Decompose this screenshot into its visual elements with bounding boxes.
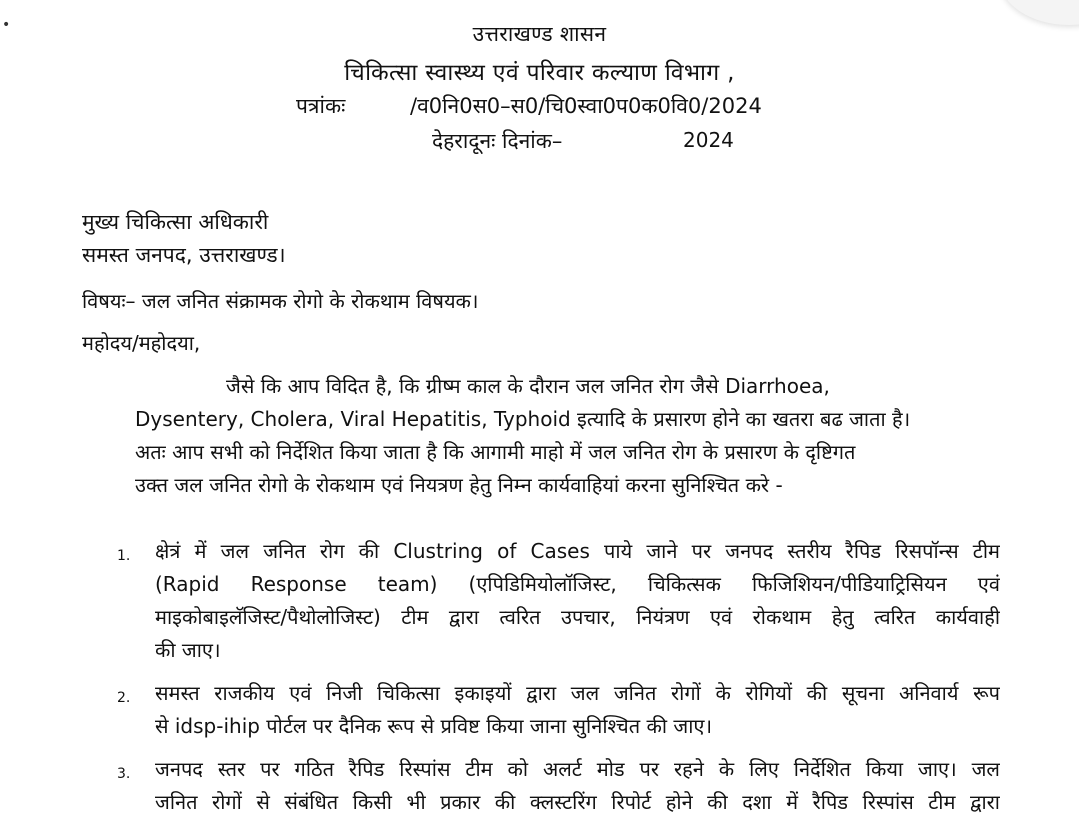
date-year: 2024 <box>683 128 734 152</box>
item-2-line-1: समस्त राजकीय एवं निजी चिकित्सा इकाइयों द्वारा जल जनित रोगों के रोगियों की सूचना अनिवार्य रूप <box>155 681 1000 705</box>
item-3-line-1: जनपद स्तर पर गठित रैपिड रिस्पांस टीम को अलर्ट मोड पर रहने के लिए निर्देशित किया जाए। जल <box>155 757 1000 781</box>
intro-line-1: जैसे कि आप विदित है, कि ग्रीष्म काल के दौरान जल जनित रोग जैसे Diarrhoea, <box>226 374 830 398</box>
department-heading: चिकित्सा स्वास्थ्य एवं परिवार कल्याण विभाग , <box>344 60 735 86</box>
addressee-line-1: मुख्य चिकित्सा अधिकारी <box>82 210 269 234</box>
reference-label: पत्रांकः <box>296 94 346 118</box>
government-heading: उत्तराखण्ड शासन <box>472 22 607 46</box>
item-1-line-3: माइकोबाइलॅजिस्ट/पैथोलोजिस्ट) टीम द्वारा त्वरित उपचार, नियंत्रण एवं रोकथाम हेतु त्वरित कार्यवाही <box>155 605 1000 629</box>
item-1-line-4: की जाए। <box>155 638 221 662</box>
item-2-line-2: से idsp-ihip पोर्टल पर दैनिक रूप से प्रविष्ट किया जाना सुनिश्चित की जाए। <box>155 714 713 738</box>
intro-line-3: अतः आप सभी को निर्देशित किया जाता है कि आगामी माहो में जल जनित रोग के प्रसारण के दृष्टिगत <box>135 440 856 464</box>
item-3-number: 3. <box>117 766 131 782</box>
reference-number: /व0नि0स0–स0/चि0स्वा0प0क0वि0/2024 <box>410 94 762 118</box>
intro-line-2: Dysentery, Cholera, Viral Hepatitis, Typhoid इत्यादि के प्रसारण होने का खतरा बढ जाता है। <box>135 407 911 431</box>
edge-mark: • <box>2 17 11 33</box>
date-label: देहरादूनः दिनांक– <box>432 129 563 153</box>
item-1-line-1: क्षेत्रं में जल जनित रोग की Clustring of Cases पाये जाने पर जनपद स्तरीय रैपिड रिसपॉन्स टीम <box>155 539 1000 563</box>
salutation: महोदय/महोदया, <box>82 331 201 355</box>
addressee-line-2: समस्त जनपद, उत्तराखण्ड। <box>82 243 286 267</box>
item-3-line-2: जनित रोगों से संबंधित किसी भी प्रकार की क्लस्टरिंग रिपोर्ट होने की दशा में रैपिड रिस्पांस टीम द्वारा <box>155 790 1000 814</box>
item-1-number: 1. <box>117 548 131 564</box>
item-1-line-2: (Rapid Response team) (एपिडिमियोलॉजिस्ट, चिकित्सक फिजिशियन/पीडियाट्रिसियन एवं <box>155 572 1000 596</box>
subject-line: विषयः– जल जनित संक्रामक रोगो के रोकथाम विषयक। <box>82 289 479 313</box>
intro-line-4: उक्त जल जनित रोगो के रोकथाम एवं नियत्रण हेतु निम्न कार्यवाहियां करना सुनिश्चित करे - <box>135 473 783 497</box>
item-2-number: 2. <box>117 690 131 706</box>
